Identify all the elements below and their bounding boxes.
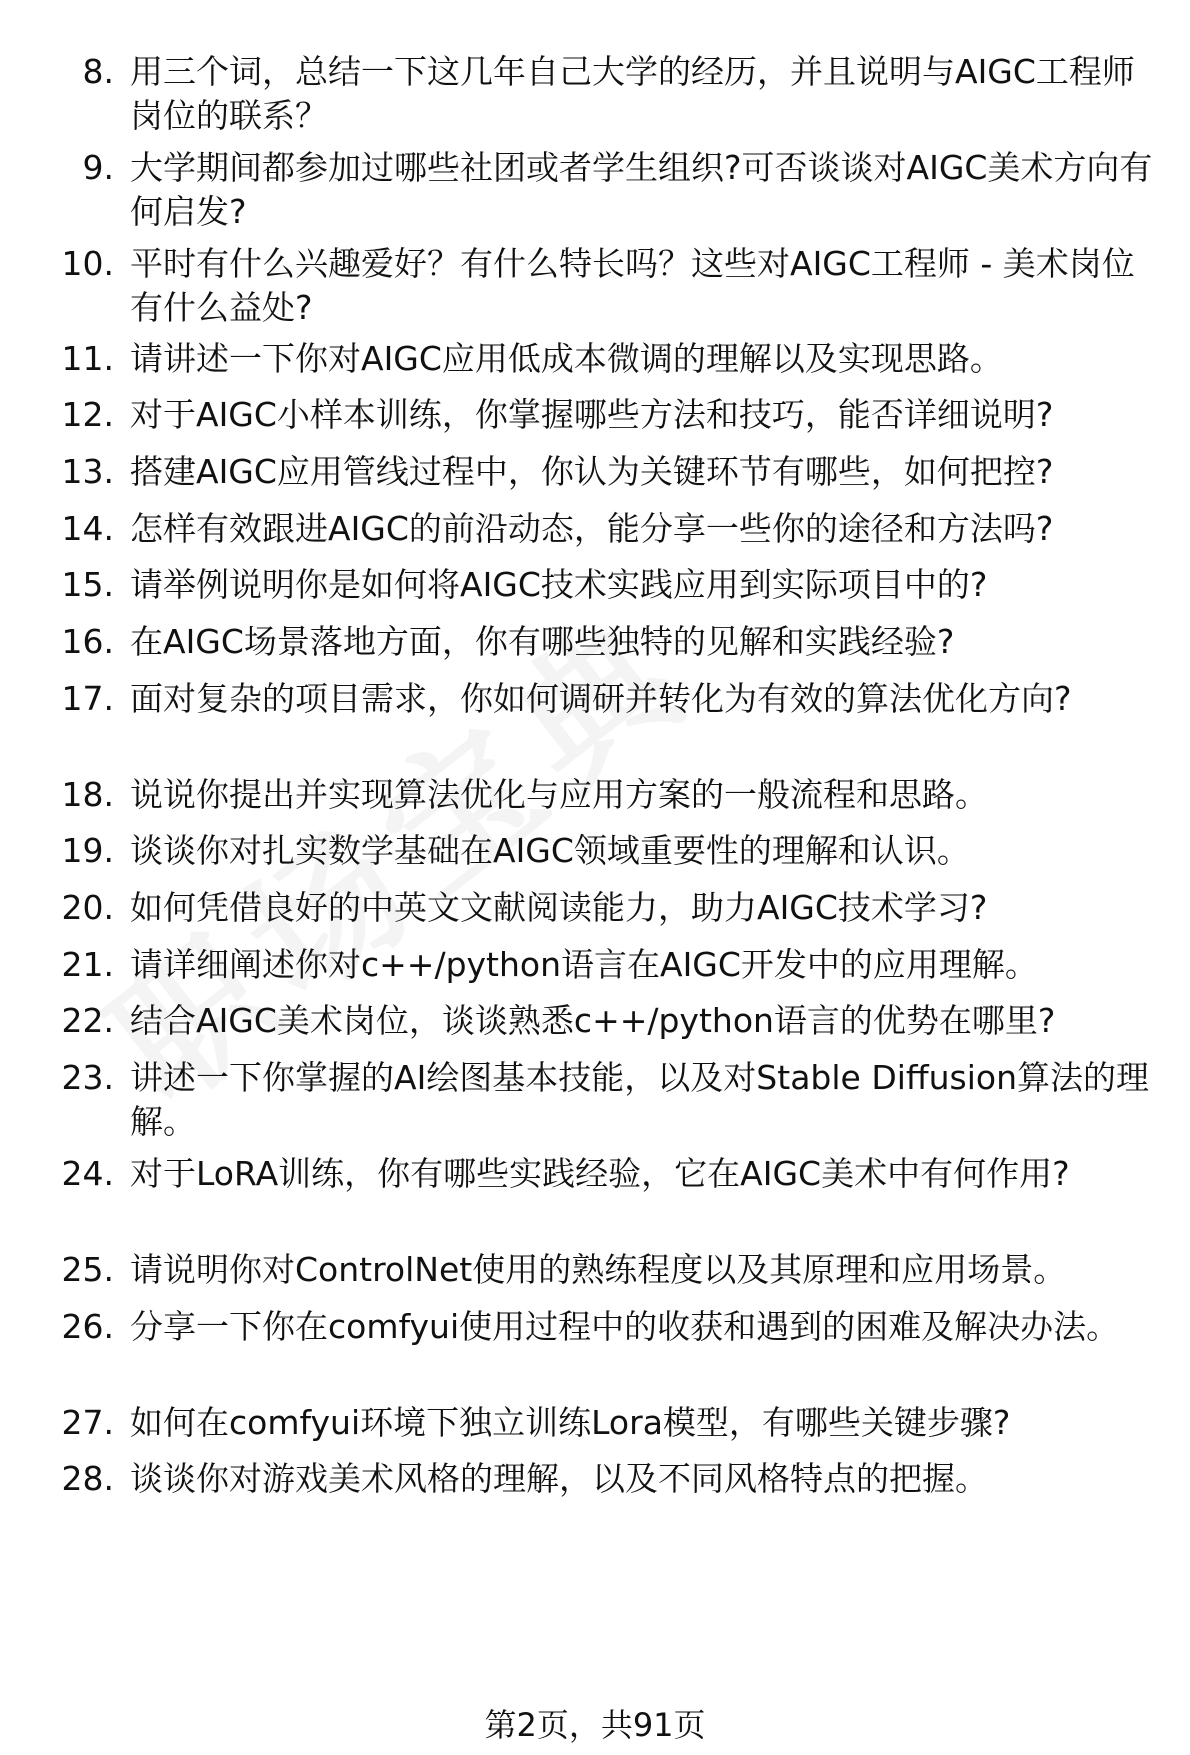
question-number: 10. <box>61 244 114 283</box>
question-number: 11. <box>61 339 114 378</box>
page-footer: 第2页，共91页 <box>484 1706 706 1744</box>
question-text: 请举例说明你是如何将AIGC技术实践应用到实际项目中的? <box>130 565 988 604</box>
question-number: 21. <box>61 945 114 984</box>
question-text: 面对复杂的项目需求，你如何调研并转化为有效的算法优化方向? <box>130 679 1072 718</box>
question-text: 平时有什么兴趣爱好？有什么特长吗？这些对AIGC工程师 - 美术岗位有什么益处? <box>130 244 1135 327</box>
question-text: 大学期间都参加过哪些社团或者学生组织?可否谈谈对AIGC美术方向有何启发? <box>130 148 1153 231</box>
question-text: 对于AIGC小样本训练，你掌握哪些方法和技巧，能否详细说明? <box>130 395 1054 434</box>
question-number: 12. <box>61 395 114 434</box>
question-number: 26. <box>61 1307 114 1346</box>
question-text: 分享一下你在comfyui使用过程中的收获和遇到的困难及解决办法。 <box>130 1307 1120 1346</box>
question-text: 用三个词，总结一下这几年自己大学的经历，并且说明与AIGC工程师岗位的联系？ <box>130 52 1135 135</box>
question-text: 谈谈你对游戏美术风格的理解，以及不同风格特点的把握。 <box>130 1459 988 1498</box>
question-number: 13. <box>61 452 114 491</box>
question-number: 9. <box>82 148 114 187</box>
question-number: 28. <box>61 1459 114 1498</box>
question-number: 22. <box>61 1001 114 1040</box>
question-text: 怎样有效跟进AIGC的前沿动态，能分享一些你的途径和方法吗? <box>130 509 1054 548</box>
question-text: 说说你提出并实现算法优化与应用方案的一般流程和思路。 <box>130 775 988 814</box>
question-number: 23. <box>61 1058 114 1097</box>
question-number: 19. <box>61 831 114 870</box>
question-number: 18. <box>61 775 114 814</box>
question-text: 请说明你对ControlNet使用的熟练程度以及其原理和应用场景。 <box>130 1250 1067 1289</box>
question-number: 25. <box>61 1250 114 1289</box>
question-number: 16. <box>61 622 114 661</box>
question-number: 8. <box>82 52 114 91</box>
question-text: 讲述一下你掌握的AI绘图基本技能，以及对Stable Diffusion算法的理解。 <box>130 1058 1150 1141</box>
question-number: 24. <box>61 1154 114 1193</box>
question-number: 17. <box>61 679 114 718</box>
question-text: 对于LoRA训练，你有哪些实践经验，它在AIGC美术中有何作用? <box>130 1154 1070 1193</box>
question-text: 如何凭借良好的中英文文献阅读能力，助力AIGC技术学习? <box>130 888 988 927</box>
question-text: 结合AIGC美术岗位，谈谈熟悉c++/python语言的优势在哪里? <box>130 1001 1056 1040</box>
question-text: 请讲述一下你对AIGC应用低成本微调的理解以及实现思路。 <box>130 339 1003 378</box>
question-text: 如何在comfyui环境下独立训练Lora模型，有哪些关键步骤? <box>130 1403 1011 1442</box>
question-number: 27. <box>61 1403 114 1442</box>
question-text: 谈谈你对扎实数学基础在AIGC领域重要性的理解和认识。 <box>130 831 970 870</box>
question-number: 14. <box>61 509 114 548</box>
question-text: 请详细阐述你对c++/python语言在AIGC开发中的应用理解。 <box>130 945 1038 984</box>
question-text: 搭建AIGC应用管线过程中，你认为关键环节有哪些，如何把控? <box>130 452 1054 491</box>
question-number: 15. <box>61 565 114 604</box>
question-text: 在AIGC场景落地方面，你有哪些独特的见解和实践经验? <box>130 622 955 661</box>
question-number: 20. <box>61 888 114 927</box>
